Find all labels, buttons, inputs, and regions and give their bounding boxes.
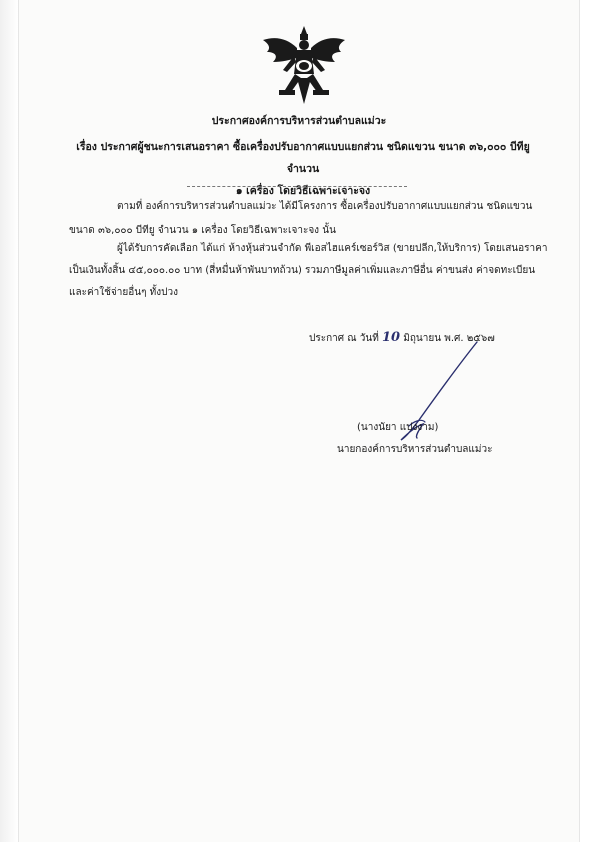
page-shadow: [0, 0, 18, 842]
date-prefix: ประกาศ ณ วันที่: [309, 333, 379, 344]
paragraph-2-line-1: ผู้ได้รับการคัดเลือก ได้แก่ ห้างหุ้นส่วนจำกัด พีเอสไฮแคร์เซอร์วิส (ขายปลีก,ให้บริการ) โดยเสนอราคา: [117, 243, 548, 254]
garuda-emblem-icon: [257, 24, 351, 108]
paragraph-1-line-2: ขนาด ๓๖,๐๐๐ บีทียู จำนวน ๑ เครื่อง โดยวิธีเฉพาะเจาะจง นั้น: [69, 225, 336, 236]
paragraph-2-line-2: เป็นเงินทั้งสิ้น ๔๕,๐๐๐.๐๐ บาท (สี่หมื่นห้าพันบาทถ้วน) รวมภาษีมูลค่าเพิ่มและภาษีอื่น ค่าขนส่ง ค่าจดทะเบียน: [69, 265, 536, 276]
subject-line-1: เรื่อง ประกาศผู้ชนะการเสนอราคา ซื้อเครื่องปรับอากาศแบบแยกส่วน ชนิดแขวน ขนาด ๓๖,๐๐๐ บีทียู จำนวน: [76, 141, 530, 175]
signer-name: (นางนัยา แปงงาม): [357, 422, 439, 433]
dashed-divider: [187, 186, 407, 187]
signer-title: นายกองค์การบริหารส่วนตำบลแม่วะ: [337, 444, 493, 455]
issuer-heading: ประกาศองค์การบริหารส่วนตำบลแม่วะ: [211, 115, 387, 127]
date-suffix: มิถุนายน พ.ศ. ๒๕๖๗: [403, 333, 495, 344]
paragraph-2-line-3: และค่าใช้จ่ายอื่นๆ ทั้งปวง: [69, 287, 178, 298]
paragraph-1-line-1: ตามที่ องค์การบริหารส่วนตำบลแม่วะ ได้มีโครงการ ซื้อเครื่องปรับอากาศแบบแยกส่วน ชนิดแขวน: [117, 201, 533, 212]
subject-line-2: ๑ เครื่อง โดยวิธีเฉพาะเจาะจง: [235, 185, 371, 197]
date-day-handwritten: 10: [381, 330, 401, 345]
document-page: [18, 0, 580, 842]
subject-heading: [63, 136, 543, 202]
